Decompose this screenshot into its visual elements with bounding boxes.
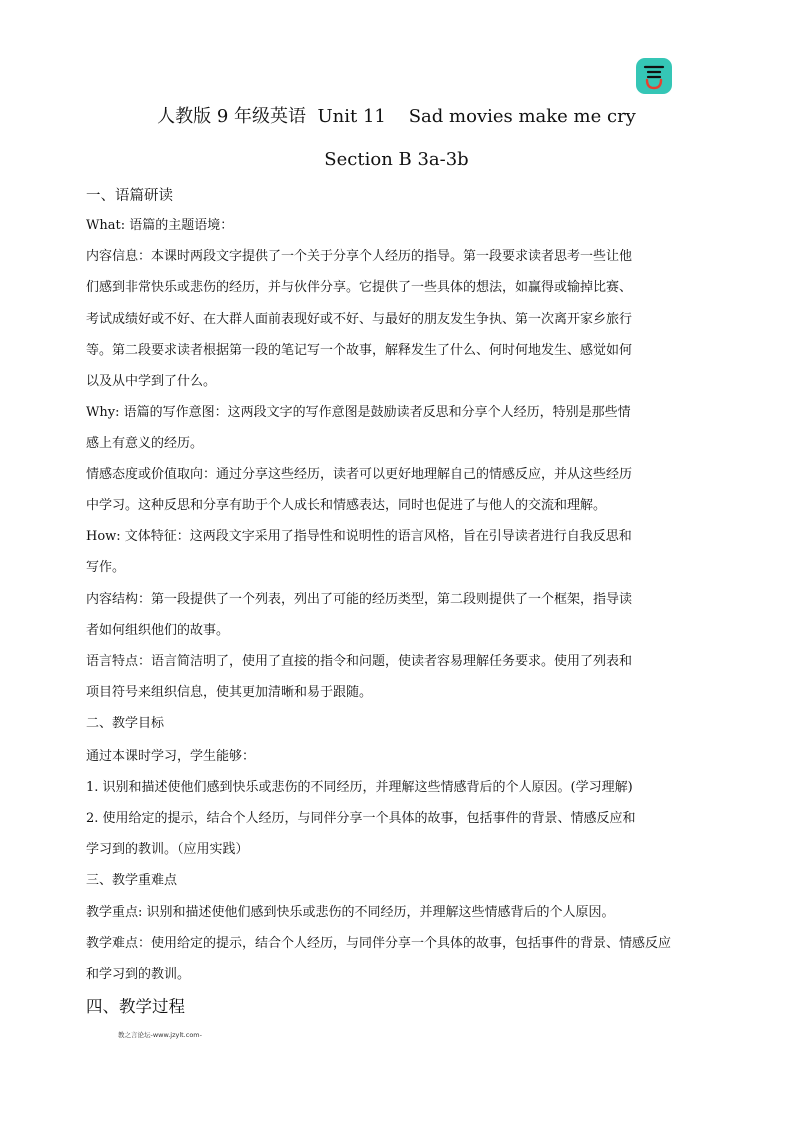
text-line: 2. 使用给定的提示，结合个人经历，与同伴分享一个具体的故事，包括事件的背景、情感反应和 bbox=[86, 811, 636, 826]
text-line: 中学习。这种反思和分享有助于个人成长和情感表达，同时也促进了与他人的交流和理解。 bbox=[86, 498, 607, 513]
text-line: 教学重点: 识别和描述使他们感到快乐或悲伤的不同经历，并理解这些情感背后的个人原因。 bbox=[86, 905, 615, 920]
section-heading-3: 三、教学重难点 bbox=[86, 873, 178, 888]
text-line: 通过本课时学习，学生能够： bbox=[86, 749, 256, 764]
footer-watermark: 教之言论坛-www.jzylt.com- bbox=[118, 1031, 202, 1039]
text-line: 考试成绩好或不好、在大群人面前表现好或不好、与最好的朋友发生争执、第一次离开家乡旅行 bbox=[86, 312, 633, 327]
text-line: 写作。 bbox=[86, 560, 126, 575]
document-subtitle: Section B 3a-3b bbox=[324, 149, 469, 170]
section-heading-2: 二、教学目标 bbox=[86, 716, 165, 731]
text-line: 1. 识别和描述使他们感到快乐或悲伤的不同经历，并理解这些情感背后的个人原因。(学习理解) bbox=[86, 780, 633, 795]
section-heading-4: 四、教学过程 bbox=[86, 997, 185, 1016]
document-title: 人教版 9 年级英语 Unit 11 Sad movies make me cry bbox=[157, 106, 636, 127]
text-line: 等。第二段要求读者根据第一段的笔记写一个故事，解释发生了什么、何时何地发生、感觉如何 bbox=[86, 343, 633, 358]
text-line: Why: 语篇的写作意图：这两段文字的写作意图是鼓励读者反思和分享个人经历，特别是那些情 bbox=[86, 405, 631, 420]
text-line: 项目符号来组织信息，使其更加清晰和易于跟随。 bbox=[86, 685, 373, 700]
section-heading-1: 一、语篇研读 bbox=[86, 188, 173, 204]
text-line: 教学难点：使用给定的提示，结合个人经历，与同伴分享一个具体的故事，包括事件的背景、情感反应 bbox=[86, 936, 672, 951]
jiaozhiyan-logo-icon bbox=[636, 58, 672, 94]
text-line: 学习到的教训。（应用实践） bbox=[86, 842, 249, 857]
text-line: 语言特点：语言简洁明了，使用了直接的指令和问题，使读者容易理解任务要求。使用了列表和 bbox=[86, 654, 633, 669]
text-line: 以及从中学到了什么。 bbox=[86, 374, 217, 389]
text-line: How: 文体特征：这两段文字采用了指导性和说明性的语言风格，旨在引导读者进行自我反思和 bbox=[86, 529, 632, 544]
text-line: 内容结构：第一段提供了一个列表，列出了可能的经历类型，第二段则提供了一个框架，指导读 bbox=[86, 592, 633, 607]
text-line: 们感到非常快乐或悲伤的经历，并与伙伴分享。它提供了一些具体的想法，如赢得或输掉比赛、 bbox=[86, 280, 633, 295]
text-line: What: 语篇的主题语境： bbox=[86, 218, 234, 233]
text-line: 内容信息：本课时两段文字提供了一个关于分享个人经历的指导。第一段要求读者思考一些让他 bbox=[86, 249, 633, 264]
text-line: 和学习到的教训。 bbox=[86, 967, 191, 982]
text-line: 者如何组织他们的故事。 bbox=[86, 623, 230, 638]
text-line: 感上有意义的经历。 bbox=[86, 436, 204, 451]
text-line: 情感态度或价值取向：通过分享这些经历，读者可以更好地理解自己的情感反应，并从这些经历 bbox=[86, 467, 633, 482]
